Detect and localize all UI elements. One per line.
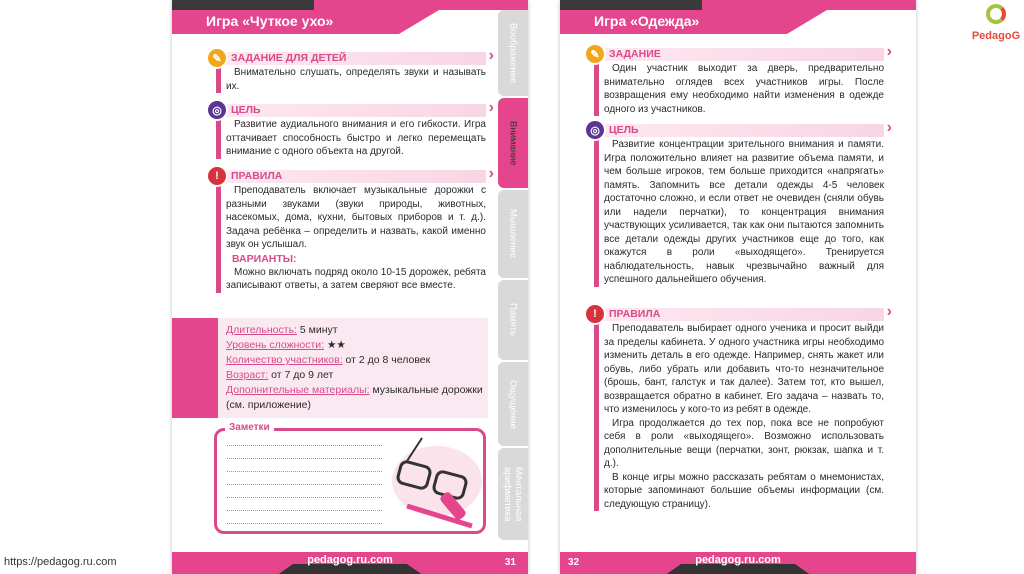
task-icon: ✎: [206, 47, 228, 69]
chevron-right-icon: ›: [886, 43, 892, 60]
pedagog-logo[interactable]: PedagoG: [968, 4, 1024, 42]
logo-icon: [986, 4, 1006, 24]
page-number: 32: [568, 557, 580, 568]
task-section: [584, 43, 892, 116]
variants-text: Можно включать подряд около 10-15 дорожек, ребята записывают ответы, а затем сверяют все вместе.: [226, 266, 486, 291]
footer-url: pedagog.ru.com: [307, 554, 393, 566]
section-text: Внимательно слушать, определять звуки и называть их.: [226, 67, 486, 92]
info-age: Возраст: от 7 до 9 лет: [226, 369, 334, 381]
page-footer: [172, 544, 528, 574]
page-31: [172, 0, 528, 574]
tab-imagination[interactable]: Воображение: [498, 10, 528, 96]
chevron-right-icon: ›: [886, 119, 892, 136]
target-icon: ◎: [206, 99, 228, 121]
tab-thinking[interactable]: Мышление: [498, 190, 528, 278]
tab-memory[interactable]: Память: [498, 280, 528, 360]
page-32: [560, 0, 916, 574]
section-heading: ЦЕЛЬ: [609, 124, 639, 136]
section-heading: ЗАДАНИЕ ДЛЯ ДЕТЕЙ: [231, 52, 347, 64]
section-text: Преподаватель выбирает одного ученика и просит выйди за пределы кабинета. У одного участника игры необходимо изменить деталь в его одежде. Например, снять жакет или обувь, либо убрать или добавить что-то незначительное (брошь, бант, галстук и так далее). Затем тот, кто вышел, возвращается обратно в кабинет. Его задача – назвать то, что изменилось у кого-то из ребят в одежде.: [604, 323, 884, 415]
exclamation-icon: !: [206, 165, 228, 187]
source-url[interactable]: https://pedagog.ru.com: [0, 554, 121, 570]
notes-box: [214, 422, 486, 534]
tab-sensation[interactable]: Ощущение: [498, 362, 528, 446]
game-title: Игра «Чуткое ухо»: [206, 13, 334, 29]
game-info-box: [172, 318, 488, 418]
section-heading: ЦЕЛЬ: [231, 104, 261, 116]
info-difficulty: Уровень сложности: ★★: [226, 339, 346, 351]
info-participants: Количество участников: от 2 до 8 человек: [226, 354, 431, 366]
goal-section: [206, 99, 494, 159]
info-duration: Длительность: 5 минут: [226, 324, 338, 336]
section-heading: ПРАВИЛА: [231, 170, 283, 182]
section-heading: ЗАДАНИЕ: [609, 48, 661, 60]
target-icon: ◎: [584, 119, 606, 141]
info-materials: Дополнительные материалы: музыкальные дорожки (см. приложение): [226, 384, 483, 411]
section-text: В конце игры можно рассказать ребятам о мнемонистах, которые запоминают большие объемы информации (см. следующую страницу).: [604, 471, 884, 510]
section-heading: ПРАВИЛА: [609, 308, 661, 320]
rules-section: [584, 303, 892, 511]
tab-mental-arithmetic[interactable]: Ментальная арифметика: [498, 448, 528, 540]
chevron-right-icon: ›: [886, 303, 892, 320]
section-text: Развитие концентрации зрительного внимания и памяти. Игра положительно влияет на развитие объема памяти, и чем больше игроков, тем больше приходится «напрягать» память. Запомнить все детали одежды 4-5 человек достаточно сложно, и если ответ не очевиден (сняли обувь или надели перчатки), то концентрация внимания участвующих усиливается, так как они пытаются запомнить все детали одежды других участников еще до того, как окажутся в роли «выходящего». Тренируется наблюдательность, навык чрезвычайно важный для успешного дальнейшего обучения.: [604, 139, 884, 285]
chevron-right-icon: ›: [488, 47, 494, 64]
task-icon: ✎: [584, 43, 606, 65]
footer-url: pedagog.ru.com: [695, 554, 781, 566]
section-text: Развитие аудиального внимания и его гибкости. Игра оттачивает способность быстро и легко перемещать внимание с одного объекта на другой.: [226, 119, 486, 157]
exclamation-icon: !: [584, 303, 606, 325]
goal-section: [584, 119, 892, 287]
page-number: 31: [504, 557, 516, 568]
rules-section: [206, 165, 494, 293]
game-title: Игра «Одежда»: [594, 13, 700, 29]
chevron-right-icon: ›: [488, 165, 494, 182]
task-section: [206, 47, 494, 93]
page-header: [172, 0, 528, 34]
tab-attention[interactable]: Внимание: [498, 98, 528, 188]
chevron-right-icon: ›: [488, 99, 494, 116]
notes-label: Заметки: [225, 422, 274, 433]
glasses-pencil-illustration: [387, 436, 482, 531]
page-header: [560, 0, 916, 34]
variants-heading: ВАРИАНТЫ:: [232, 252, 297, 265]
section-text: Преподаватель включает музыкальные дорожки с разными звуками (звуки природы, животных, насекомых, дома, кухни, бытовых приборов и т. д.). Задача ребёнка – определить и назвать, какой именно звук он услышал.: [226, 185, 486, 250]
section-text: Один участник выходит за дверь, предварительно внимательно оглядев всех участников игры. После возвращения ему необходимо найти изменения в одежде одного из участников.: [604, 63, 884, 115]
section-text: Игра продолжается до тех пор, пока все не попробуют себя в роли «выходящего». Возможно использовать дополнительные вещи (перчатки, зонт, рюкзак, шапка и т. д.).: [604, 417, 884, 469]
page-footer: [560, 544, 916, 574]
